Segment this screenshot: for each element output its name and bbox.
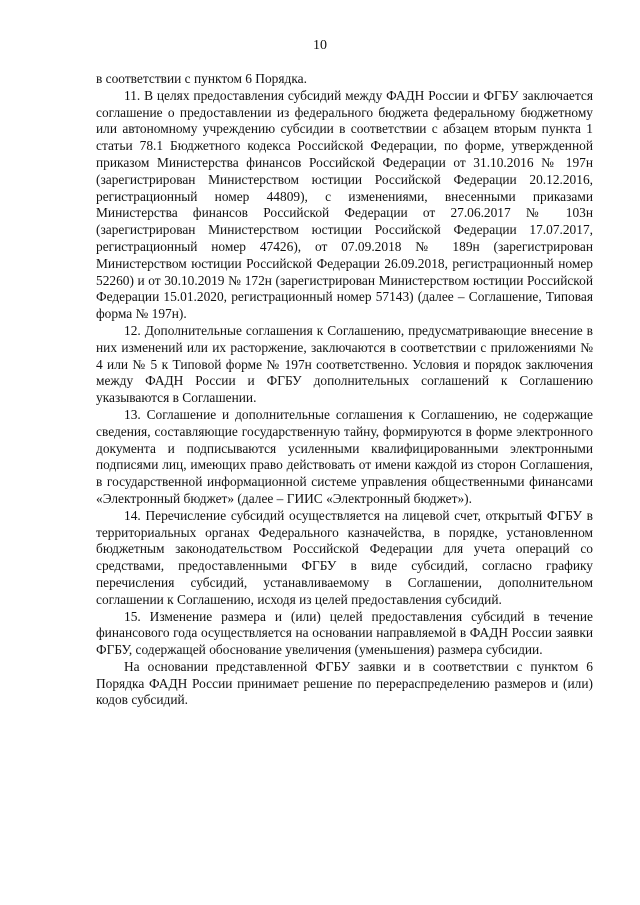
paragraph-continuation: в соответствии с пунктом 6 Порядка. [96, 71, 307, 86]
document-body [96, 71, 593, 709]
paragraph-15: 15. Изменение размера и (или) целей предоставления субсидий в течение финансового года осуществляется на основании направляемой в ФАДН России заявки ФГБУ, содержащей обоснование увеличения (уменьшения) размера субсидии. [96, 608, 593, 658]
paragraph-11: 11. В целях предоставления субсидий между ФАДН России и ФГБУ заключается соглашение о предоставлении из федерального бюджета федеральному бюджетному или автономному учреждению субсидии в соответствии с абзацем вторым пункта 1 статьи 78.1 Бюджетного кодекса Российской Федерации, по форме, утвержденной приказом Министерства финансов Российской Федерации от 31.10.2016 № 197н (зарегистрирован Министерством юстиции Российской Федерации 20.12.2016, регистрационный номер 44809), с изменениями, внесенными приказами Министерства финансов Российской Федерации от 27.06.2017 № 103н (зарегистрирован Министерством юстиции Российской Федерации 17.07.2017, регистрационный номер 47426), от 07.09.2018 № 189н (зарегистрирован Министерством юстиции Российской Федерации 26.09.2018, регистрационный номер 52260) и от 30.10.2019 № 172н (зарегистрирован Министерством юстиции Российской Федерации 15.01.2020, регистрационный номер 57143) (далее – Соглашение, Типовая форма № 197н). [96, 87, 593, 322]
page-number: 10 [313, 38, 327, 53]
paragraph-12: 12. Дополнительные соглашения к Соглашению, предусматривающие внесение в них изменений или их расторжение, заключаются в соответствии с приложениями № 4 или № 5 к Типовой форме № 197н соответственно. Условия и порядок заключения между ФАДН России и ФГБУ дополнительных соглашений к Соглашению указываются в Соглашении. [96, 322, 593, 406]
paragraph-14: 14. Перечисление субсидий осуществляется на лицевой счет, открытый ФГБУ в территориальных органах Федерального казначейства, в порядке, установленном бюджетным законодательством Российской Федерации для учета операций со средствами, предоставленными ФГБУ в виде субсидий, согласно графику перечисления субсидий, устанавливаемому в Соглашении, дополнительном соглашении к Соглашению, исходя из целей предоставления субсидий. [96, 507, 593, 607]
paragraph-13: 13. Соглашение и дополнительные соглашения к Соглашению, не содержащие сведения, составляющие государственную тайну, формируются в форме электронного документа и подписываются усиленными квалифицированными электронными подписями лиц, имеющих право действовать от имени каждой из сторон Соглашения, в государственной информационной системе управления общественными финансами «Электронный бюджет» (далее – ГИИС «Электронный бюджет»). [96, 406, 593, 506]
paragraph-15-decision: На основании представленной ФГБУ заявки и в соответствии с пунктом 6 Порядка ФАДН России принимает решение по перераспределению размеров и (или) кодов субсидий. [96, 658, 593, 708]
